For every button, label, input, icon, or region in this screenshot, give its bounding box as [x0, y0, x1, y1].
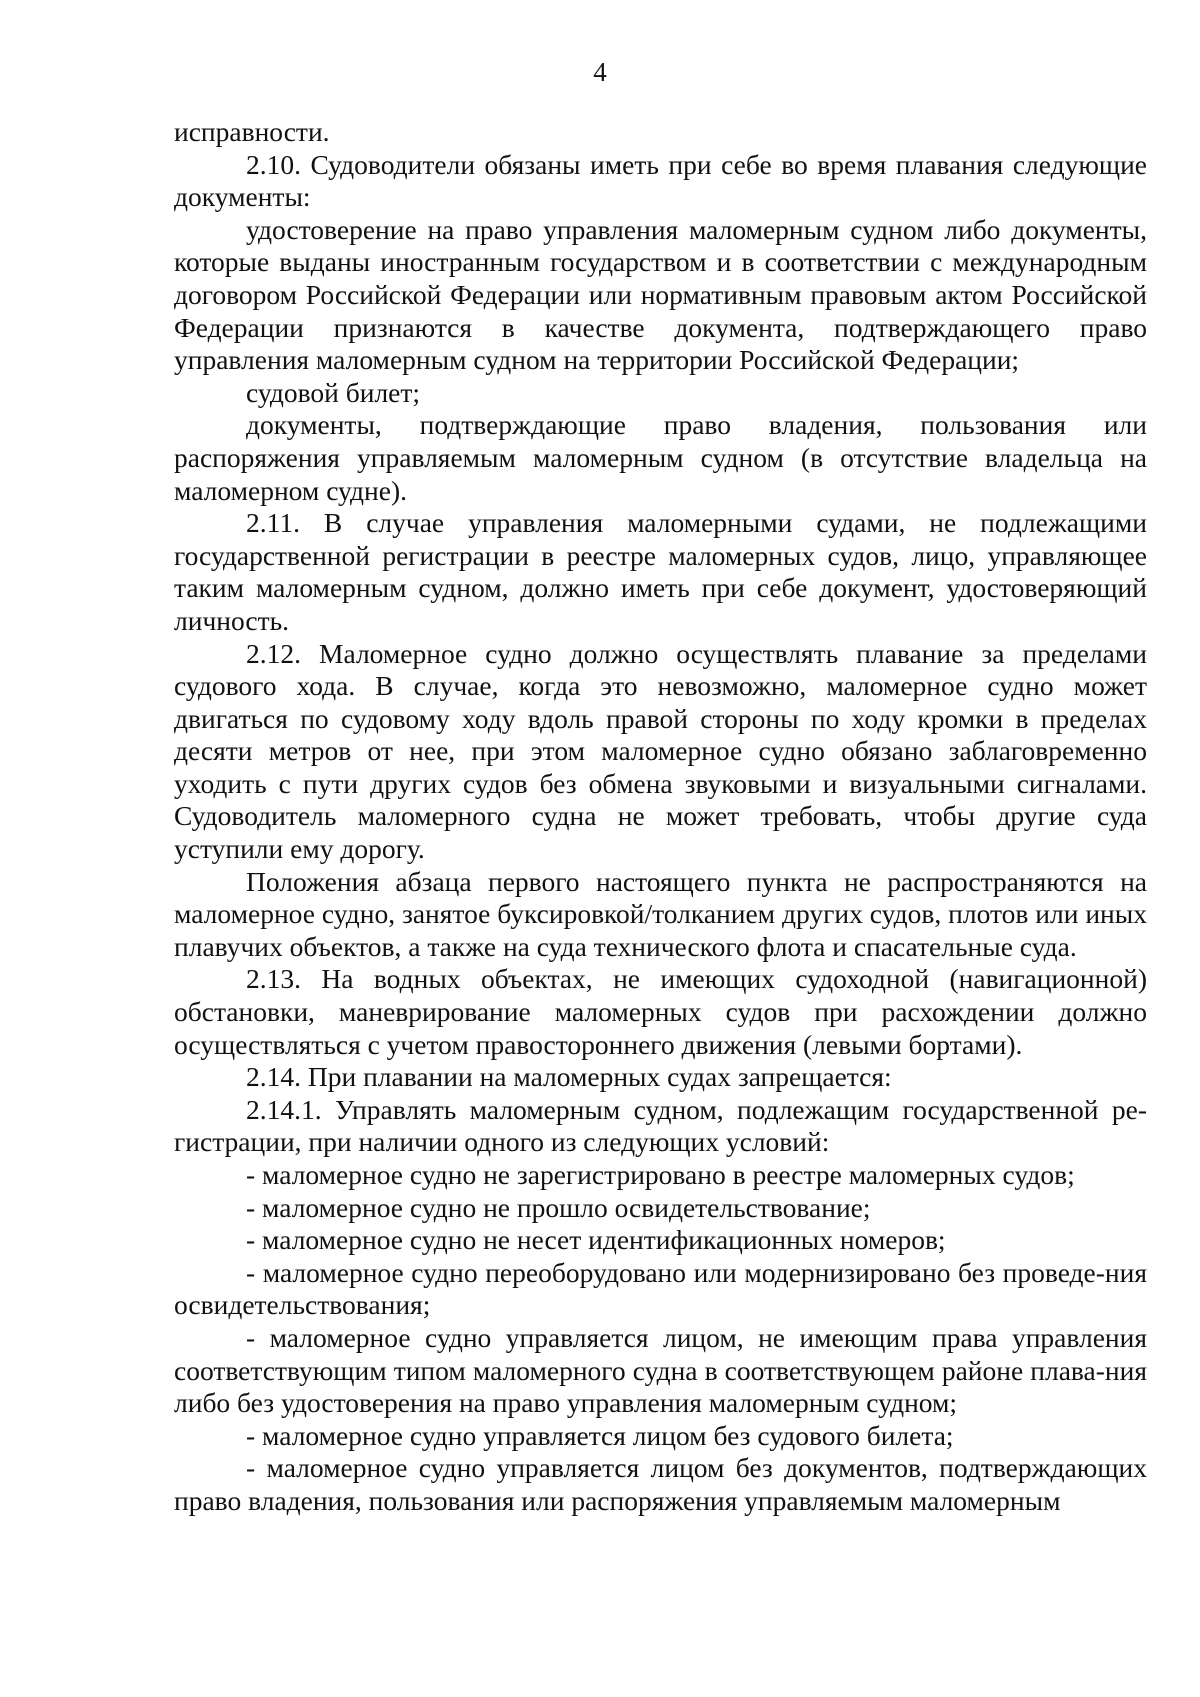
- paragraph-2-14: 2.14. При плавании на маломерных судах запрещается:: [246, 1061, 892, 1093]
- list-item: - маломерное судно управляется лицом без документов, подтверждающих право владения, пользования или распоряжения управляемым маломерным: [174, 1452, 1147, 1516]
- paragraph-2-14-1: 2.14.1. Управлять маломерным судном, подлежащим государственной ре-гистрации, при наличии одного из следующих условий:: [174, 1093, 1147, 1158]
- paragraph-license-doc: удостоверение на право управления маломерным судном либо документы, которые выданы иностранным государством и в соответствии с международным договором Российской Федерации или нормативным правовым актом Российской Федерации признаются в качестве документа, подтверждающего право управления маломерным судном на территории Российской Федерации;: [174, 213, 1147, 376]
- list-item: - маломерное судно не несет идентификационных номеров;: [246, 1224, 946, 1256]
- paragraph-2-12: 2.12. Маломерное судно должно осуществлять плавание за пределами судового хода. В случае, когда это невозможно, маломерное судно может двигаться по судовому ходу вдоль правой стороны по ходу кромки в пределах десяти метров от нее, при этом маломерное судно обязано заблаговременно уходить с пути других судов без обмена звуковыми и визуальными сигналами. Судоводитель маломерного судна не может требовать, чтобы другие суда уступили ему дорогу.: [174, 637, 1147, 865]
- list-item: - маломерное судно управляется лицом, не имеющим права управления соответствующим типом маломерного судна в соответствующем районе плава-ния либо без удостоверения на право управления маломерным судном;: [174, 1321, 1147, 1419]
- paragraph-continuation: исправности.: [174, 116, 330, 147]
- page-number: 4: [593, 57, 607, 87]
- list-item: - маломерное судно не прошло освидетельствование;: [246, 1191, 871, 1223]
- document-body: [174, 116, 1147, 1518]
- paragraph-2-12-exception: Положения абзаца первого настоящего пункта не распространяются на маломерное судно, занятое буксировкой/толканием других судов, плотов или иных плавучих объектов, а также на суда технического флота и спасательные суда.: [174, 865, 1147, 962]
- paragraph-ship-ticket: судовой билет;: [246, 376, 421, 408]
- list-item: - маломерное судно управляется лицом без судового билета;: [246, 1419, 954, 1451]
- paragraph-2-11: 2.11. В случае управления маломерными судами, не подлежащими государственной регистрации в реестре маломерных судов, лицо, управляющее таким маломерным судном, должно иметь при себе документ, удостоверяющий личность.: [174, 507, 1147, 636]
- paragraph-2-13: 2.13. На водных объектах, не имеющих судоходной (навигационной) обстановки, маневрирование маломерных судов при расхождении должно осуществляться с учетом правостороннего движения (левыми бортами).: [174, 963, 1147, 1060]
- list-item: - маломерное судно не зарегистрировано в реестре маломерных судов;: [246, 1159, 1075, 1190]
- list-item: - маломерное судно переоборудовано или модернизировано без проведе-ния освидетельствования;: [174, 1256, 1147, 1321]
- paragraph-ownership-docs: документы, подтверждающие право владения, пользования или распоряжения управляемым маломерным судном (в отсутствие владельца на маломерном судне).: [174, 409, 1147, 506]
- paragraph-2-10: 2.10. Судоводители обязаны иметь при себе во время плавания следующие документы:: [174, 148, 1147, 213]
